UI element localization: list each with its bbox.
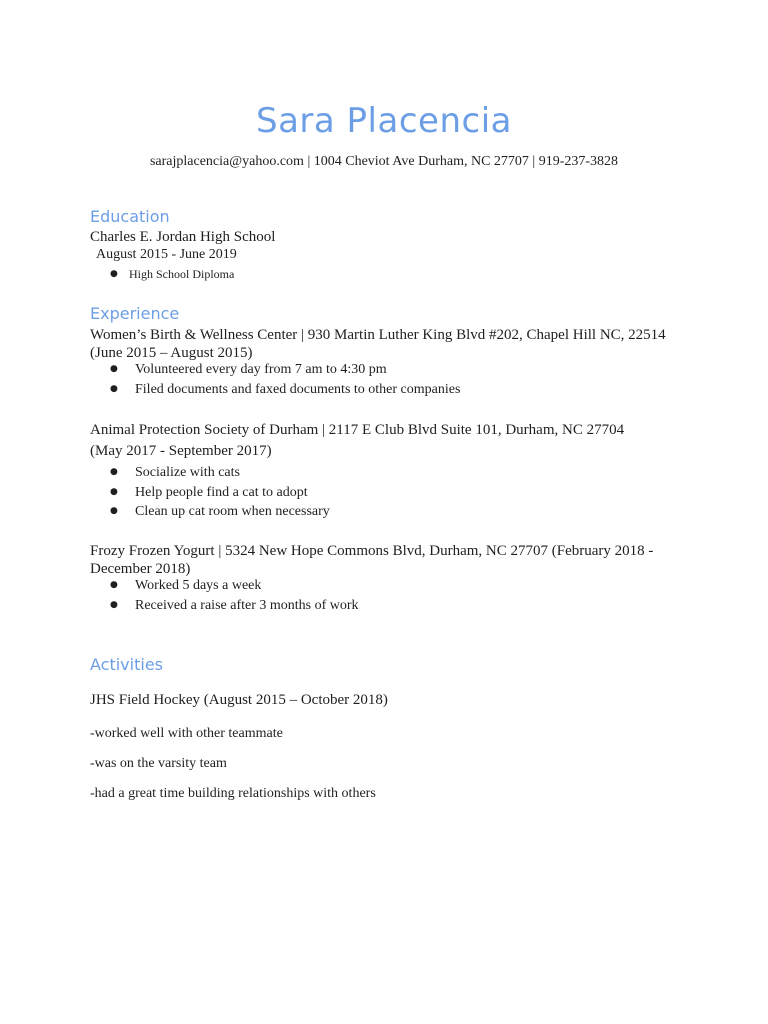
job-title-3: Frozy Frozen Yogurt | 5324 New Hope Commons Blvd, Durham, NC 27707 (February 2018 - December 2018) [90, 543, 654, 577]
education-heading: Education [90, 207, 170, 226]
job-title-2: Animal Protection Society of Durham | 2117 E Club Blvd Suite 101, Durham, NC 27704 [90, 422, 625, 438]
contact-line: sarajplacencia@yahoo.com | 1004 Cheviot Ave Durham, NC 27707 | 919-237-3828 [149, 154, 619, 169]
education-school: Charles E. Jordan High School [90, 229, 276, 245]
list-item: ● Volunteered every day from 7 am to 4:30 pm [110, 360, 460, 380]
job-bullets-1 [110, 360, 460, 399]
activity-line: -worked well with other teammate [90, 726, 283, 741]
job-dates-2: (May 2017 - September 2017) [90, 443, 272, 459]
job-bullets-2 [110, 463, 330, 522]
activities-heading: Activities [90, 655, 163, 674]
resume-name: Sara Placencia [256, 101, 512, 141]
list-item: ● Help people find a cat to adopt [110, 483, 330, 503]
list-item: ● Socialize with cats [110, 463, 330, 483]
list-item: ● Worked 5 days a week [110, 576, 359, 596]
list-item: ● High School Diploma [110, 265, 234, 285]
education-dates: August 2015 - June 2019 [96, 247, 237, 262]
list-item: ● Clean up cat room when necessary [110, 502, 330, 522]
job-bullets-3 [110, 576, 359, 615]
education-bullets [110, 265, 234, 285]
list-item: ● Filed documents and faxed documents to other companies [110, 380, 460, 400]
job-title-1: Women’s Birth & Wellness Center | 930 Martin Luther King Blvd #202, Chapel Hill NC, 22514 (June 2015 – August 2015) [90, 327, 666, 361]
activity-title: JHS Field Hockey (August 2015 – October 2018) [90, 692, 388, 708]
activity-line: -was on the varsity team [90, 756, 227, 771]
activity-line: -had a great time building relationships with others [90, 786, 376, 801]
experience-heading: Experience [90, 304, 180, 323]
list-item: ● Received a raise after 3 months of work [110, 596, 359, 616]
